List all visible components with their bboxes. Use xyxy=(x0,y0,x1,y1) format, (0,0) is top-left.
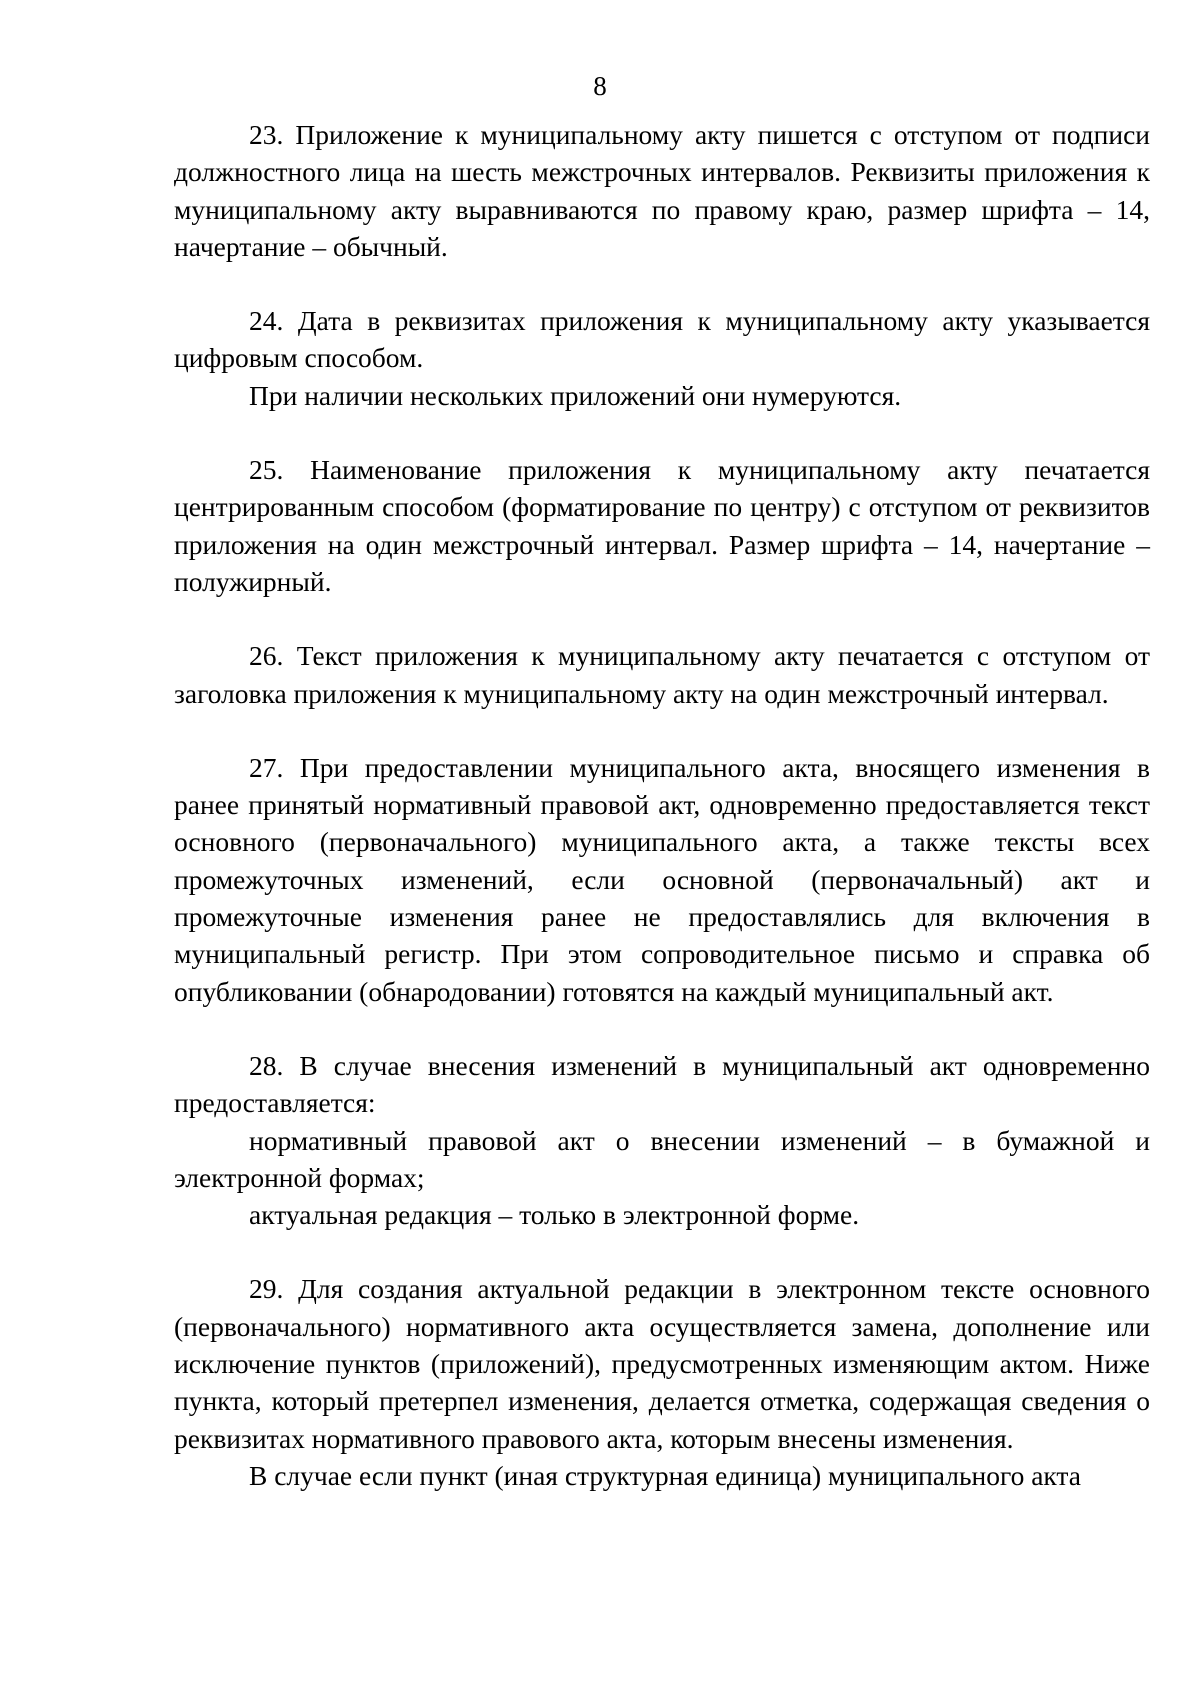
document-body xyxy=(174,116,1150,1494)
paragraph-25: 25. Наименование приложения к муниципальному акту печатается центрированным способом (форматирование по центру) с отступом от реквизитов приложения на один межстрочный интервал. Размер шрифта – 14, начертание – полужирный. xyxy=(174,454,1150,597)
paragraph-28: 28. В случае внесения изменений в муниципальный акт одновременно предоставляется: xyxy=(174,1049,1150,1119)
paragraph-24-continuation: При наличии нескольких приложений они нумеруются. xyxy=(249,379,902,411)
paragraph-24: 24. Дата в реквизитах приложения к муниципальному акту указывается цифровым способом. xyxy=(174,305,1150,374)
paragraph-28-item-2: актуальная редакция – только в электронной форме. xyxy=(249,1199,860,1231)
paragraph-27: 27. При предоставлении муниципального акта, вносящего изменения в ранее принятый нормативный правовой акт, одновременно предоставляется текст основного (первоначального) муниципального акта, а также тексты всех промежуточных изменений, если основной (первоначальный) акт и промежуточные изменения ранее не предоставлялись для включения в муниципальный регистр. При этом сопроводительное письмо и справка об опубликовании (обнародовании) готовятся на каждый муниципальный акт. xyxy=(174,751,1150,1007)
paragraph-26: 26. Текст приложения к муниципальному акту печатается с отступом от заголовка приложения к муниципальному акту на один межстрочный интервал. xyxy=(174,640,1150,709)
paragraph-29: 29. Для создания актуальной редакции в электронном тексте основного (первоначального) нормативного акта осуществляется замена, дополнение или исключение пунктов (приложений), предусмотренных изменяющим актом. Ниже пункта, который претерпел изменения, делается отметка, содержащая сведения о реквизитах нормативного правового акта, которым внесены изменения. xyxy=(174,1273,1150,1454)
page-number: 8 xyxy=(593,71,607,101)
paragraph-28-item-1: нормативный правовой акт о внесении изменений – в бумажной и электронной формах; xyxy=(174,1124,1150,1193)
paragraph-29-continuation: В случае если пункт (иная структурная единица) муниципального акта xyxy=(249,1459,1081,1491)
paragraph-23: 23. Приложение к муниципальному акту пишется с отступом от подписи должностного лица на шесть межстрочных интервалов. Реквизиты приложения к муниципальному акту выравниваются по правому краю, размер шрифта – 14, начертание – обычный. xyxy=(174,119,1150,262)
